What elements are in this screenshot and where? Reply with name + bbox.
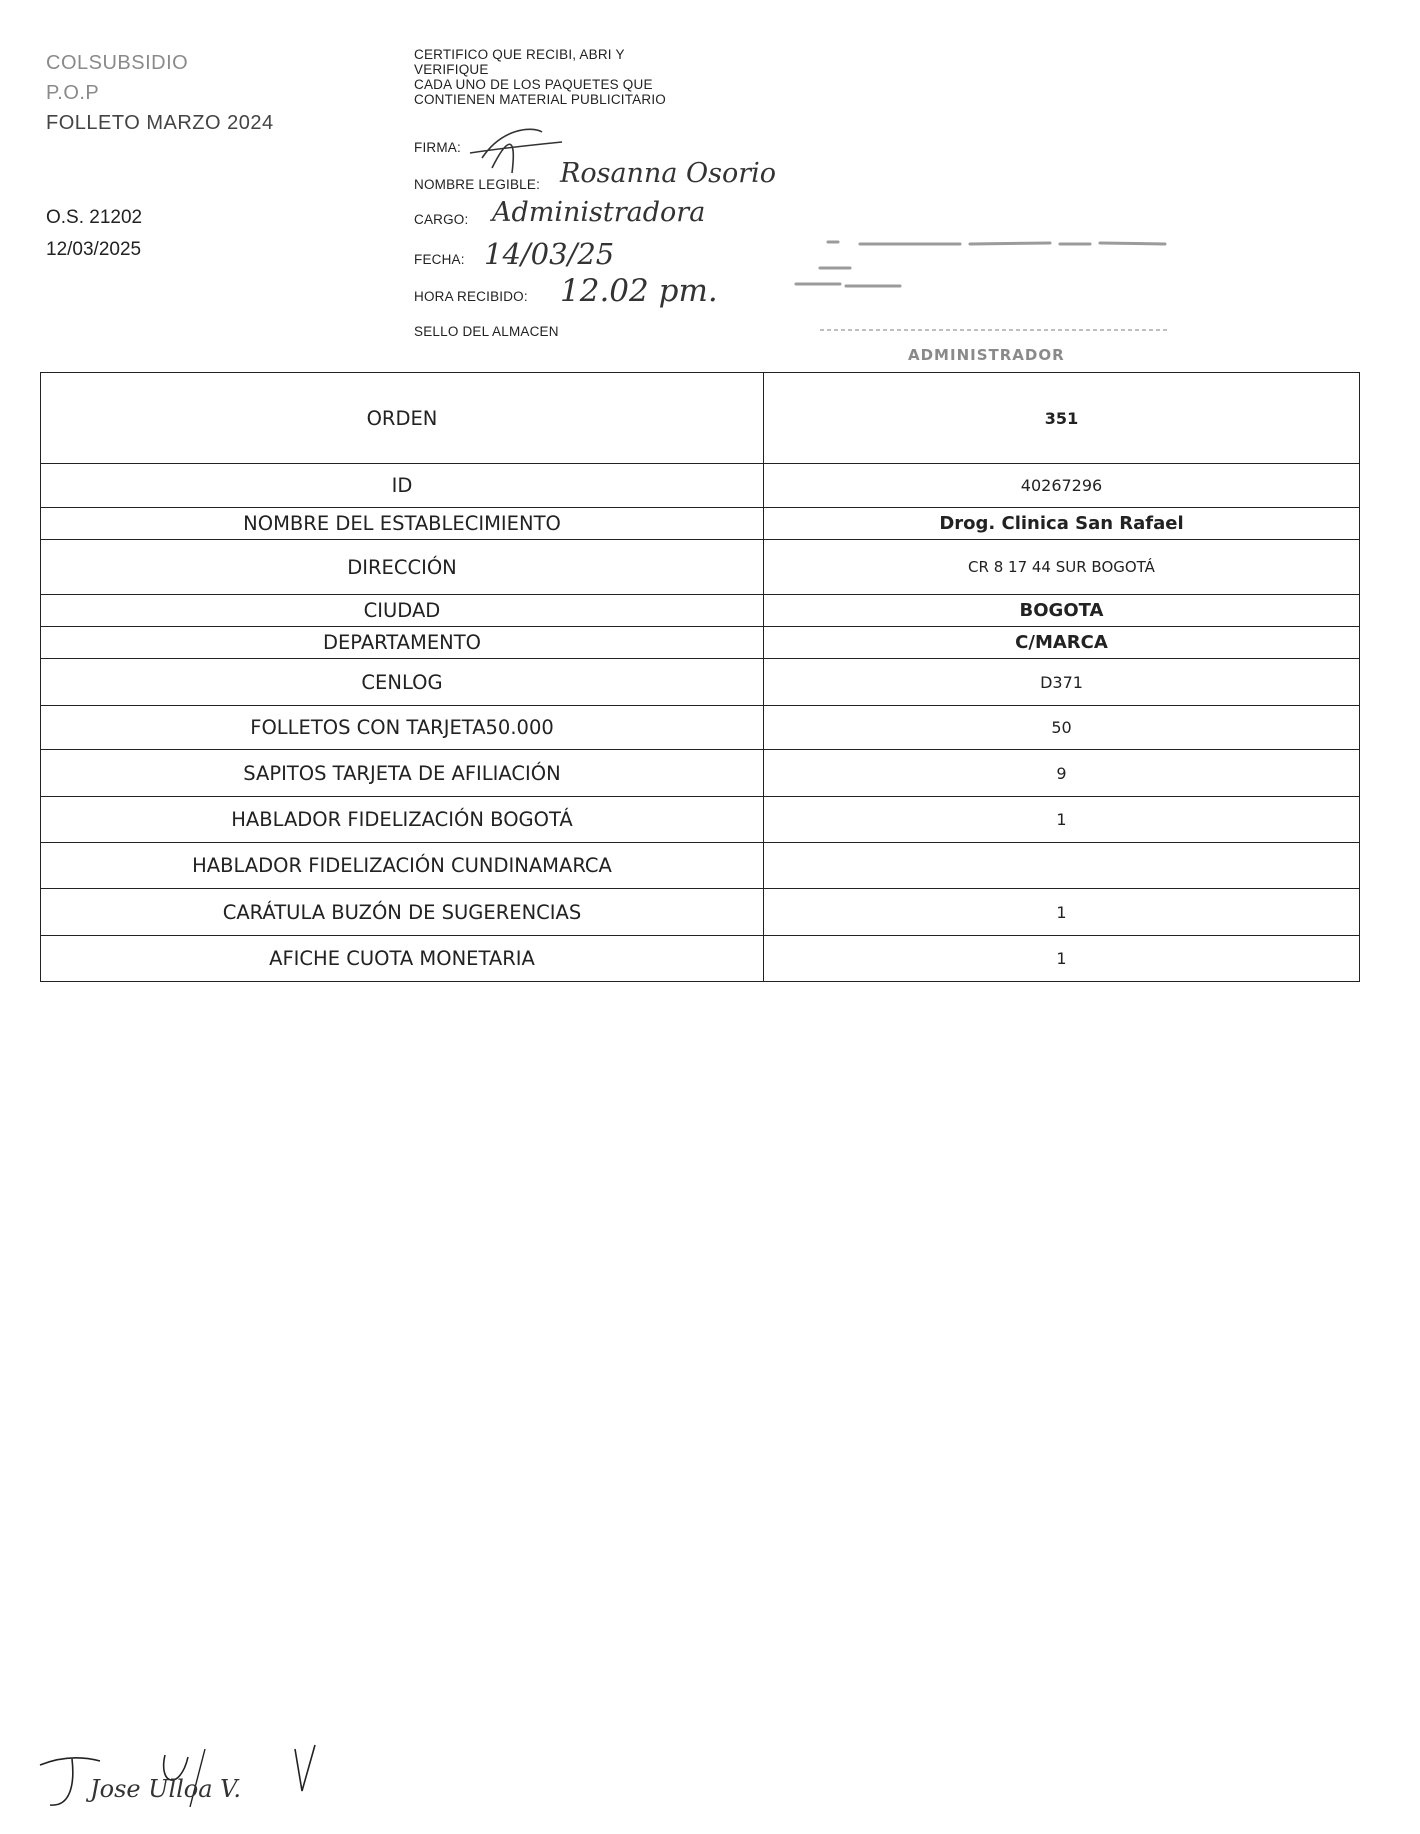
row-label: DEPARTAMENTO: [41, 627, 764, 659]
hora-value: 12.02 pm.: [560, 273, 718, 309]
row-value: 40267296: [764, 464, 1360, 508]
nombre-label: NOMBRE LEGIBLE:: [414, 177, 541, 192]
certification-line: CERTIFICO QUE RECIBI, ABRI Y: [414, 47, 625, 62]
row-value: 1: [764, 936, 1360, 982]
stamp-title: ADMINISTRADOR: [908, 346, 1065, 364]
handwritten-signature: [30, 1735, 330, 1815]
table-row: [41, 843, 1360, 889]
order-service-block: [46, 202, 142, 266]
row-value: D371: [764, 659, 1360, 706]
hora-label: HORA RECIBIDO:: [414, 289, 528, 304]
row-label: FOLLETOS CON TARJETA50.000: [41, 706, 764, 750]
table-row: [41, 889, 1360, 936]
table-row: [41, 659, 1360, 706]
cargo-value: Administradora: [492, 197, 706, 228]
row-label: HABLADOR FIDELIZACIÓN CUNDINAMARCA: [41, 843, 764, 889]
table-row: [41, 706, 1360, 750]
fecha-value: 14/03/25: [484, 237, 615, 271]
firma-label: FIRMA:: [414, 140, 461, 155]
table-row: [41, 750, 1360, 797]
document-header: [46, 48, 346, 260]
certification-line: CONTIENEN MATERIAL PUBLICITARIO: [414, 92, 666, 107]
company-name: COLSUBSIDIO: [46, 52, 189, 74]
warehouse-stamp: [790, 230, 1190, 370]
row-label: SAPITOS TARJETA DE AFILIACIÓN: [41, 750, 764, 797]
row-value: 1: [764, 797, 1360, 843]
brochure-title: FOLLETO MARZO 2024: [46, 112, 274, 134]
table-row: [41, 936, 1360, 982]
row-value: C/MARCA: [764, 627, 1360, 659]
table-row: [41, 797, 1360, 843]
row-label: CENLOG: [41, 659, 764, 706]
certification-line: VERIFIQUE: [414, 62, 489, 77]
table-row: [41, 627, 1360, 659]
cargo-label: CARGO:: [414, 212, 469, 227]
row-value: CR 8 17 44 SUR BOGOTÁ: [764, 540, 1360, 595]
row-label: DIRECCIÓN: [41, 540, 764, 595]
table-row: [41, 464, 1360, 508]
table-row: [41, 595, 1360, 627]
certification-statement: [414, 47, 794, 107]
signature-name: Jose Ulloa V.: [90, 1775, 241, 1803]
department-code: P.O.P: [46, 82, 100, 104]
row-label: NOMBRE DEL ESTABLECIMIENTO: [41, 508, 764, 540]
row-value: [764, 843, 1360, 889]
order-service-date: 12/03/2025: [46, 239, 142, 260]
table-row: [41, 508, 1360, 540]
row-label: ORDEN: [41, 373, 764, 464]
row-label: CARÁTULA BUZÓN DE SUGERENCIAS: [41, 889, 764, 936]
nombre-value: Rosanna Osorio: [560, 158, 777, 189]
table-row: [41, 540, 1360, 595]
row-value: 351: [764, 373, 1360, 464]
row-value: BOGOTA: [764, 595, 1360, 627]
row-value: 9: [764, 750, 1360, 797]
row-value: 1: [764, 889, 1360, 936]
row-label: HABLADOR FIDELIZACIÓN BOGOTÁ: [41, 797, 764, 843]
order-details-table: [40, 372, 1360, 982]
order-service-number: O.S. 21202: [46, 207, 143, 228]
table-row: [41, 373, 1360, 464]
row-label: CIUDAD: [41, 595, 764, 627]
row-label: AFICHE CUOTA MONETARIA: [41, 936, 764, 982]
row-label: ID: [41, 464, 764, 508]
row-value: 50: [764, 706, 1360, 750]
fecha-label: FECHA:: [414, 252, 465, 267]
row-value: Drog. Clinica San Rafael: [764, 508, 1360, 540]
sello-label: SELLO DEL ALMACEN: [414, 324, 559, 339]
certification-line: CADA UNO DE LOS PAQUETES QUE: [414, 77, 653, 92]
